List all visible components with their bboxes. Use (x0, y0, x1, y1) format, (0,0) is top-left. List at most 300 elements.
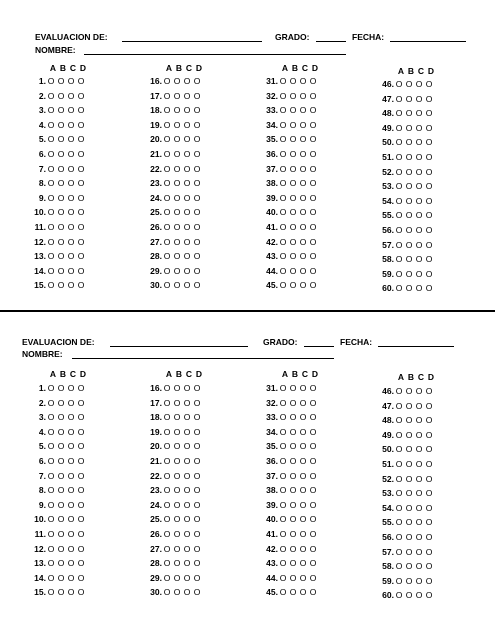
answer-bubble-a[interactable]: O (163, 119, 171, 130)
answer-bubble-b[interactable]: O (57, 90, 65, 101)
answer-bubble-d[interactable]: O (193, 178, 201, 189)
answer-bubble-c[interactable]: O (67, 280, 75, 291)
answer-bubble-a[interactable]: O (279, 529, 287, 539)
answer-bubble-d[interactable]: O (425, 239, 433, 250)
answer-bubble-d[interactable]: O (77, 119, 85, 130)
answer-bubble-b[interactable]: O (405, 502, 413, 513)
answer-bubble-d[interactable]: O (77, 222, 85, 232)
answer-bubble-c[interactable]: O (299, 397, 307, 408)
answer-bubble-c[interactable]: O (415, 415, 423, 426)
answer-bubble-d[interactable]: O (425, 225, 433, 235)
answer-bubble-c[interactable]: O (415, 181, 423, 192)
answer-bubble-a[interactable]: O (279, 499, 287, 510)
answer-bubble-a[interactable]: O (163, 543, 171, 554)
answer-bubble-d[interactable]: O (309, 470, 317, 481)
answer-bubble-a[interactable]: O (47, 426, 55, 437)
answer-bubble-b[interactable]: O (57, 572, 65, 583)
answer-bubble-d[interactable]: O (193, 426, 201, 437)
answer-bubble-a[interactable]: O (395, 444, 403, 455)
answer-bubble-d[interactable]: O (193, 222, 201, 232)
answer-bubble-c[interactable]: O (183, 558, 191, 569)
answer-bubble-d[interactable]: O (309, 280, 317, 291)
answer-bubble-a[interactable]: O (279, 470, 287, 481)
answer-bubble-d[interactable]: O (425, 517, 433, 528)
answer-bubble-c[interactable]: O (183, 207, 191, 218)
answer-bubble-b[interactable]: O (57, 76, 65, 86)
answer-bubble-d[interactable]: O (77, 426, 85, 437)
answer-bubble-c[interactable]: O (183, 251, 191, 262)
answer-bubble-b[interactable]: O (289, 207, 297, 218)
answer-bubble-c[interactable]: O (67, 236, 75, 247)
answer-bubble-b[interactable]: O (173, 499, 181, 510)
answer-bubble-a[interactable]: O (395, 93, 403, 104)
answer-bubble-a[interactable]: O (279, 383, 287, 393)
answer-bubble-a[interactable]: O (395, 181, 403, 192)
answer-bubble-d[interactable]: O (425, 386, 433, 396)
answer-bubble-c[interactable]: O (183, 543, 191, 554)
answer-bubble-a[interactable]: O (279, 163, 287, 174)
answer-bubble-d[interactable]: O (425, 122, 433, 133)
answer-bubble-a[interactable]: O (47, 149, 55, 159)
answer-bubble-d[interactable]: O (425, 546, 433, 557)
answer-bubble-d[interactable]: O (77, 572, 85, 583)
answer-bubble-a[interactable]: O (279, 441, 287, 452)
answer-bubble-c[interactable]: O (415, 268, 423, 279)
answer-bubble-c[interactable]: O (67, 514, 75, 525)
answer-bubble-d[interactable]: O (77, 514, 85, 525)
answer-bubble-c[interactable]: O (415, 108, 423, 119)
answer-bubble-c[interactable]: O (67, 383, 75, 393)
answer-bubble-d[interactable]: O (309, 163, 317, 174)
answer-bubble-c[interactable]: O (183, 265, 191, 276)
answer-bubble-d[interactable]: O (77, 412, 85, 423)
answer-bubble-c[interactable]: O (67, 265, 75, 276)
answer-bubble-c[interactable]: O (67, 587, 75, 598)
answer-bubble-a[interactable]: O (395, 561, 403, 572)
answer-bubble-a[interactable]: O (279, 558, 287, 569)
answer-bubble-d[interactable]: O (425, 166, 433, 177)
answer-bubble-d[interactable]: O (77, 587, 85, 598)
answer-bubble-d[interactable]: O (77, 178, 85, 189)
answer-bubble-d[interactable]: O (309, 149, 317, 159)
answer-bubble-c[interactable]: O (415, 93, 423, 104)
answer-bubble-d[interactable]: O (193, 265, 201, 276)
answer-bubble-b[interactable]: O (289, 558, 297, 569)
answer-bubble-c[interactable]: O (299, 90, 307, 101)
answer-bubble-d[interactable]: O (193, 280, 201, 291)
answer-bubble-a[interactable]: O (163, 412, 171, 423)
answer-bubble-c[interactable]: O (183, 529, 191, 539)
answer-bubble-b[interactable]: O (173, 397, 181, 408)
answer-bubble-a[interactable]: O (47, 236, 55, 247)
answer-bubble-b[interactable]: O (289, 178, 297, 189)
answer-bubble-d[interactable]: O (77, 470, 85, 481)
answer-bubble-c[interactable]: O (67, 207, 75, 218)
answer-bubble-b[interactable]: O (405, 210, 413, 221)
answer-bubble-b[interactable]: O (173, 280, 181, 291)
answer-bubble-c[interactable]: O (183, 426, 191, 437)
answer-bubble-b[interactable]: O (289, 383, 297, 393)
answer-bubble-d[interactable]: O (309, 119, 317, 130)
answer-bubble-a[interactable]: O (47, 383, 55, 393)
answer-bubble-d[interactable]: O (77, 397, 85, 408)
answer-bubble-d[interactable]: O (309, 572, 317, 583)
answer-bubble-a[interactable]: O (163, 236, 171, 247)
answer-bubble-a[interactable]: O (47, 265, 55, 276)
answer-bubble-d[interactable]: O (309, 441, 317, 452)
answer-bubble-d[interactable]: O (193, 456, 201, 466)
answer-bubble-a[interactable]: O (163, 192, 171, 203)
answer-bubble-a[interactable]: O (279, 222, 287, 232)
answer-bubble-b[interactable]: O (173, 134, 181, 145)
answer-bubble-a[interactable]: O (163, 383, 171, 393)
answer-bubble-c[interactable]: O (299, 149, 307, 159)
answer-bubble-d[interactable]: O (309, 105, 317, 116)
answer-bubble-d[interactable]: O (193, 119, 201, 130)
answer-bubble-b[interactable]: O (57, 499, 65, 510)
answer-bubble-a[interactable]: O (47, 207, 55, 218)
answer-bubble-a[interactable]: O (395, 137, 403, 148)
answer-bubble-d[interactable]: O (193, 251, 201, 262)
answer-bubble-a[interactable]: O (279, 90, 287, 101)
answer-bubble-c[interactable]: O (183, 90, 191, 101)
answer-bubble-b[interactable]: O (289, 251, 297, 262)
answer-bubble-a[interactable]: O (395, 239, 403, 250)
answer-bubble-c[interactable]: O (183, 412, 191, 423)
answer-bubble-c[interactable]: O (415, 239, 423, 250)
answer-bubble-b[interactable]: O (289, 90, 297, 101)
answer-bubble-a[interactable]: O (279, 543, 287, 554)
answer-bubble-b[interactable]: O (173, 76, 181, 86)
answer-bubble-a[interactable]: O (47, 251, 55, 262)
answer-bubble-c[interactable]: O (299, 178, 307, 189)
answer-bubble-b[interactable]: O (405, 152, 413, 162)
answer-bubble-a[interactable]: O (163, 514, 171, 525)
answer-bubble-d[interactable]: O (77, 485, 85, 496)
answer-bubble-b[interactable]: O (173, 558, 181, 569)
answer-bubble-b[interactable]: O (289, 222, 297, 232)
answer-bubble-c[interactable]: O (415, 590, 423, 601)
answer-bubble-a[interactable]: O (279, 192, 287, 203)
answer-bubble-d[interactable]: O (425, 195, 433, 206)
answer-bubble-d[interactable]: O (425, 473, 433, 484)
answer-bubble-b[interactable]: O (173, 514, 181, 525)
answer-bubble-c[interactable]: O (299, 529, 307, 539)
answer-bubble-d[interactable]: O (193, 236, 201, 247)
answer-bubble-a[interactable]: O (163, 587, 171, 598)
answer-bubble-d[interactable]: O (425, 93, 433, 104)
answer-bubble-c[interactable]: O (67, 499, 75, 510)
answer-bubble-b[interactable]: O (289, 192, 297, 203)
answer-bubble-d[interactable]: O (193, 441, 201, 452)
answer-bubble-a[interactable]: O (47, 572, 55, 583)
answer-bubble-c[interactable]: O (67, 543, 75, 554)
answer-bubble-a[interactable]: O (47, 441, 55, 452)
answer-bubble-a[interactable]: O (279, 456, 287, 466)
answer-bubble-c[interactable]: O (67, 558, 75, 569)
answer-bubble-c[interactable]: O (67, 119, 75, 130)
answer-bubble-d[interactable]: O (193, 397, 201, 408)
answer-bubble-a[interactable]: O (395, 79, 403, 89)
answer-bubble-a[interactable]: O (163, 207, 171, 218)
answer-bubble-c[interactable]: O (67, 251, 75, 262)
answer-bubble-c[interactable]: O (299, 456, 307, 466)
answer-bubble-c[interactable]: O (67, 134, 75, 145)
answer-bubble-b[interactable]: O (57, 456, 65, 466)
answer-bubble-d[interactable]: O (193, 543, 201, 554)
answer-bubble-a[interactable]: O (395, 195, 403, 206)
answer-bubble-c[interactable]: O (299, 587, 307, 598)
answer-bubble-a[interactable]: O (395, 254, 403, 265)
answer-bubble-d[interactable]: O (77, 499, 85, 510)
answer-bubble-a[interactable]: O (163, 485, 171, 496)
answer-bubble-c[interactable]: O (67, 178, 75, 189)
answer-bubble-c[interactable]: O (183, 105, 191, 116)
answer-bubble-b[interactable]: O (173, 485, 181, 496)
nombre-field[interactable] (72, 358, 334, 359)
answer-bubble-d[interactable]: O (193, 470, 201, 481)
answer-bubble-b[interactable]: O (405, 590, 413, 601)
answer-bubble-c[interactable]: O (299, 163, 307, 174)
answer-bubble-b[interactable]: O (289, 412, 297, 423)
answer-bubble-a[interactable]: O (279, 251, 287, 262)
answer-bubble-c[interactable]: O (299, 192, 307, 203)
answer-bubble-a[interactable]: O (279, 587, 287, 598)
answer-bubble-d[interactable]: O (425, 283, 433, 294)
answer-bubble-b[interactable]: O (173, 587, 181, 598)
answer-bubble-a[interactable]: O (279, 280, 287, 291)
answer-bubble-a[interactable]: O (47, 163, 55, 174)
answer-bubble-a[interactable]: O (395, 532, 403, 542)
answer-bubble-c[interactable]: O (299, 514, 307, 525)
answer-bubble-b[interactable]: O (57, 397, 65, 408)
answer-bubble-b[interactable]: O (405, 108, 413, 119)
answer-bubble-d[interactable]: O (77, 265, 85, 276)
answer-bubble-a[interactable]: O (395, 210, 403, 221)
answer-bubble-b[interactable]: O (57, 236, 65, 247)
answer-bubble-c[interactable]: O (415, 210, 423, 221)
answer-bubble-b[interactable]: O (405, 93, 413, 104)
answer-bubble-a[interactable]: O (279, 149, 287, 159)
answer-bubble-b[interactable]: O (173, 251, 181, 262)
answer-bubble-c[interactable]: O (183, 514, 191, 525)
answer-bubble-d[interactable]: O (77, 251, 85, 262)
answer-bubble-b[interactable]: O (173, 383, 181, 393)
answer-bubble-c[interactable]: O (415, 444, 423, 455)
answer-bubble-d[interactable]: O (309, 499, 317, 510)
answer-bubble-a[interactable]: O (47, 485, 55, 496)
answer-bubble-c[interactable]: O (183, 222, 191, 232)
answer-bubble-b[interactable]: O (405, 254, 413, 265)
answer-bubble-c[interactable]: O (299, 558, 307, 569)
answer-bubble-d[interactable]: O (425, 210, 433, 221)
answer-bubble-b[interactable]: O (405, 195, 413, 206)
answer-bubble-b[interactable]: O (173, 222, 181, 232)
answer-bubble-d[interactable]: O (425, 254, 433, 265)
answer-bubble-b[interactable]: O (173, 543, 181, 554)
answer-bubble-d[interactable]: O (309, 485, 317, 496)
answer-bubble-c[interactable]: O (415, 122, 423, 133)
answer-bubble-b[interactable]: O (57, 207, 65, 218)
answer-bubble-d[interactable]: O (309, 587, 317, 598)
answer-bubble-a[interactable]: O (163, 178, 171, 189)
answer-bubble-a[interactable]: O (279, 134, 287, 145)
answer-bubble-b[interactable]: O (405, 415, 413, 426)
answer-bubble-a[interactable]: O (163, 499, 171, 510)
answer-bubble-d[interactable]: O (309, 456, 317, 466)
answer-bubble-b[interactable]: O (405, 546, 413, 557)
answer-bubble-d[interactable]: O (193, 149, 201, 159)
answer-bubble-a[interactable]: O (279, 572, 287, 583)
answer-bubble-a[interactable]: O (163, 470, 171, 481)
answer-bubble-c[interactable]: O (183, 236, 191, 247)
answer-bubble-a[interactable]: O (47, 543, 55, 554)
answer-bubble-d[interactable]: O (425, 429, 433, 440)
answer-bubble-c[interactable]: O (67, 76, 75, 86)
answer-bubble-d[interactable]: O (77, 90, 85, 101)
answer-bubble-a[interactable]: O (279, 514, 287, 525)
answer-bubble-b[interactable]: O (173, 412, 181, 423)
answer-bubble-b[interactable]: O (405, 429, 413, 440)
answer-bubble-b[interactable]: O (405, 166, 413, 177)
answer-bubble-d[interactable]: O (193, 207, 201, 218)
answer-bubble-b[interactable]: O (173, 236, 181, 247)
answer-bubble-a[interactable]: O (395, 122, 403, 133)
answer-bubble-b[interactable]: O (405, 561, 413, 572)
fecha-field[interactable] (390, 41, 466, 42)
answer-bubble-d[interactable]: O (425, 415, 433, 426)
answer-bubble-c[interactable]: O (183, 192, 191, 203)
answer-bubble-a[interactable]: O (163, 426, 171, 437)
nombre-field[interactable] (84, 54, 346, 55)
answer-bubble-a[interactable]: O (47, 587, 55, 598)
answer-bubble-b[interactable]: O (173, 265, 181, 276)
answer-bubble-b[interactable]: O (57, 529, 65, 539)
answer-bubble-c[interactable]: O (299, 119, 307, 130)
answer-bubble-a[interactable]: O (47, 192, 55, 203)
answer-bubble-c[interactable]: O (67, 529, 75, 539)
answer-bubble-a[interactable]: O (47, 456, 55, 466)
answer-bubble-b[interactable]: O (173, 178, 181, 189)
answer-bubble-b[interactable]: O (289, 543, 297, 554)
answer-bubble-d[interactable]: O (193, 514, 201, 525)
answer-bubble-a[interactable]: O (47, 280, 55, 291)
answer-bubble-b[interactable]: O (289, 397, 297, 408)
answer-bubble-c[interactable]: O (183, 485, 191, 496)
answer-bubble-a[interactable]: O (163, 572, 171, 583)
answer-bubble-b[interactable]: O (57, 558, 65, 569)
answer-bubble-a[interactable]: O (395, 546, 403, 557)
answer-bubble-b[interactable]: O (173, 163, 181, 174)
answer-bubble-c[interactable]: O (299, 207, 307, 218)
answer-bubble-d[interactable]: O (309, 265, 317, 276)
answer-bubble-b[interactable]: O (405, 532, 413, 542)
answer-bubble-d[interactable]: O (309, 558, 317, 569)
answer-bubble-c[interactable]: O (299, 499, 307, 510)
answer-bubble-d[interactable]: O (309, 397, 317, 408)
answer-bubble-a[interactable]: O (395, 386, 403, 396)
answer-bubble-c[interactable]: O (299, 105, 307, 116)
answer-bubble-d[interactable]: O (425, 590, 433, 601)
answer-bubble-a[interactable]: O (279, 207, 287, 218)
answer-bubble-a[interactable]: O (163, 280, 171, 291)
answer-bubble-c[interactable]: O (67, 149, 75, 159)
answer-bubble-c[interactable]: O (299, 280, 307, 291)
answer-bubble-c[interactable]: O (183, 470, 191, 481)
answer-bubble-c[interactable]: O (67, 456, 75, 466)
answer-bubble-b[interactable]: O (289, 529, 297, 539)
answer-bubble-b[interactable]: O (405, 79, 413, 89)
answer-bubble-b[interactable]: O (405, 268, 413, 279)
answer-bubble-d[interactable]: O (309, 236, 317, 247)
answer-bubble-b[interactable]: O (57, 119, 65, 130)
answer-bubble-a[interactable]: O (395, 415, 403, 426)
answer-bubble-d[interactable]: O (425, 488, 433, 499)
answer-bubble-d[interactable]: O (193, 134, 201, 145)
answer-bubble-c[interactable]: O (183, 397, 191, 408)
answer-bubble-b[interactable]: O (289, 76, 297, 86)
answer-bubble-d[interactable]: O (77, 456, 85, 466)
answer-bubble-a[interactable]: O (163, 163, 171, 174)
answer-bubble-d[interactable]: O (77, 529, 85, 539)
answer-bubble-a[interactable]: O (279, 105, 287, 116)
answer-bubble-d[interactable]: O (77, 76, 85, 86)
answer-bubble-b[interactable]: O (57, 470, 65, 481)
answer-bubble-d[interactable]: O (425, 532, 433, 542)
answer-bubble-d[interactable]: O (309, 192, 317, 203)
answer-bubble-a[interactable]: O (47, 90, 55, 101)
answer-bubble-b[interactable]: O (405, 473, 413, 484)
answer-bubble-a[interactable]: O (163, 90, 171, 101)
answer-bubble-a[interactable]: O (279, 76, 287, 86)
answer-bubble-a[interactable]: O (395, 429, 403, 440)
answer-bubble-c[interactable]: O (183, 456, 191, 466)
answer-bubble-b[interactable]: O (405, 239, 413, 250)
answer-bubble-b[interactable]: O (289, 499, 297, 510)
answer-bubble-c[interactable]: O (67, 470, 75, 481)
answer-bubble-d[interactable]: O (309, 90, 317, 101)
answer-bubble-a[interactable]: O (47, 178, 55, 189)
answer-bubble-c[interactable]: O (415, 532, 423, 542)
answer-bubble-c[interactable]: O (67, 412, 75, 423)
answer-bubble-d[interactable]: O (425, 502, 433, 513)
answer-bubble-a[interactable]: O (163, 397, 171, 408)
answer-bubble-b[interactable]: O (289, 163, 297, 174)
answer-bubble-a[interactable]: O (47, 514, 55, 525)
answer-bubble-a[interactable]: O (47, 76, 55, 86)
answer-bubble-a[interactable]: O (279, 178, 287, 189)
answer-bubble-b[interactable]: O (57, 485, 65, 496)
answer-bubble-c[interactable]: O (415, 502, 423, 513)
answer-bubble-d[interactable]: O (193, 572, 201, 583)
answer-bubble-d[interactable]: O (425, 152, 433, 162)
answer-bubble-a[interactable]: O (163, 222, 171, 232)
answer-bubble-d[interactable]: O (425, 79, 433, 89)
answer-bubble-d[interactable]: O (309, 426, 317, 437)
answer-bubble-b[interactable]: O (57, 383, 65, 393)
answer-bubble-b[interactable]: O (173, 529, 181, 539)
answer-bubble-c[interactable]: O (299, 470, 307, 481)
answer-bubble-c[interactable]: O (299, 441, 307, 452)
answer-bubble-d[interactable]: O (193, 529, 201, 539)
answer-bubble-c[interactable]: O (299, 222, 307, 232)
answer-bubble-c[interactable]: O (67, 192, 75, 203)
answer-bubble-c[interactable]: O (299, 412, 307, 423)
answer-bubble-a[interactable]: O (47, 529, 55, 539)
answer-bubble-a[interactable]: O (163, 149, 171, 159)
answer-bubble-a[interactable]: O (395, 502, 403, 513)
answer-bubble-b[interactable]: O (405, 122, 413, 133)
